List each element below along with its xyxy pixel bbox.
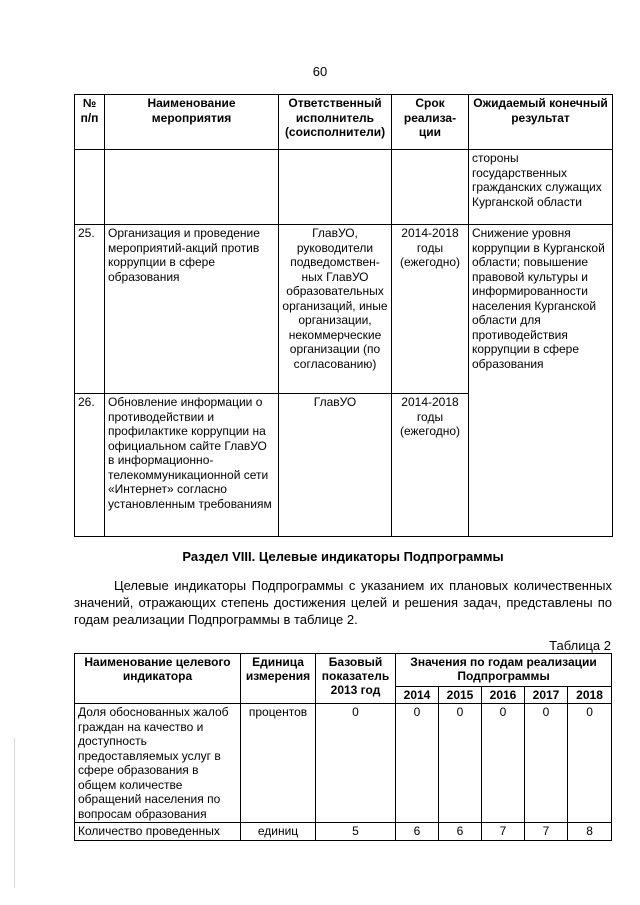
table-caption: Таблица 2	[549, 638, 611, 653]
cont-executor-cell	[279, 150, 392, 225]
row-measure-name: Организация и проведение мероприятий-акций против коррупции в сфере образования	[105, 225, 279, 394]
header-period: Срок реализа-ции	[392, 95, 469, 150]
header-name: Наименование мероприятия	[105, 95, 279, 150]
header-year: 2018	[568, 687, 612, 704]
indicator-value: 0	[525, 704, 568, 823]
indicator-base: 0	[316, 704, 396, 823]
indicator-value: 6	[439, 823, 482, 841]
page-number: 60	[312, 64, 328, 79]
table-row	[75, 823, 612, 841]
section-paragraph: Целевые индикаторы Подпрограммы с указанием их плановых количественных значений, отражающих степень достижения целей и решения задач, представлены по годам реализации Подпрограммы в таблице 2.	[74, 578, 612, 627]
cont-period-cell	[392, 150, 469, 225]
row-num: 25.	[75, 225, 105, 394]
cont-result-cell: стороны государственных гражданских служащих Курганской области	[469, 150, 613, 225]
indicators-header-row	[75, 654, 612, 687]
table-row	[75, 704, 612, 823]
measures-table	[74, 94, 613, 537]
cont-num-cell	[75, 150, 105, 225]
measures-table-header-row	[75, 95, 613, 150]
row-measure-name: Обновление информации о противодействии и профилактике коррупции на официальном сайте ГлавУО в информационно-телекоммуникационной сети «Интернет» согласно установленным требованиям	[105, 394, 279, 537]
header-base: Базовый показатель 2013 год	[316, 654, 396, 704]
merged-result-cell: Снижение уровня коррупции в Курганской области; повышение правовой культуры и информированности населения Курганской области для противодействия коррупции в сфере образования	[469, 225, 613, 537]
indicator-name: Количество проведенных	[75, 823, 241, 841]
header-result: Ожидаемый конечный результат	[469, 95, 613, 150]
row-period: 2014-2018 годы (ежегодно)	[392, 394, 469, 537]
cont-name-cell	[105, 150, 279, 225]
indicator-value: 8	[568, 823, 612, 841]
header-year: 2017	[525, 687, 568, 704]
section-title: Раздел VIII. Целевые индикаторы Подпрограммы	[182, 549, 504, 564]
indicator-name: Доля обоснованных жалоб граждан на качество и доступность предоставляемых услуг в сфере образования в общем количестве обращений населения по вопросам образования	[75, 704, 241, 823]
indicator-unit: процентов	[241, 704, 316, 823]
indicator-value: 7	[525, 823, 568, 841]
header-year: 2014	[396, 687, 439, 704]
table-row	[75, 225, 613, 394]
header-indicator: Наименование целевого индикатора	[75, 654, 241, 704]
row-executor: ГлавУО, руководители подведомствен-ных ГлавУО образовательных организаций, иные организации, некоммерческие организации (по согласованию)	[279, 225, 392, 394]
indicator-value: 0	[396, 704, 439, 823]
row-num: 26.	[75, 394, 105, 537]
indicator-value: 6	[396, 823, 439, 841]
row-executor: ГлавУО	[279, 394, 392, 537]
table-row	[75, 150, 613, 225]
indicator-value: 0	[482, 704, 525, 823]
indicator-value: 7	[482, 823, 525, 841]
header-executor: Ответственный исполнитель (соисполнители)	[279, 95, 392, 150]
header-num: № п/п	[75, 95, 105, 150]
header-unit: Единица измерения	[241, 654, 316, 704]
indicator-base: 5	[316, 823, 396, 841]
header-year: 2016	[482, 687, 525, 704]
row-period: 2014-2018 годы (ежегодно)	[392, 225, 469, 394]
header-values: Значения по годам реализации Подпрограммы	[396, 654, 612, 687]
indicators-table	[74, 653, 612, 841]
header-year: 2015	[439, 687, 482, 704]
indicator-value: 0	[439, 704, 482, 823]
scan-margin-line	[14, 738, 15, 888]
indicator-value: 0	[568, 704, 612, 823]
indicator-unit: единиц	[241, 823, 316, 841]
